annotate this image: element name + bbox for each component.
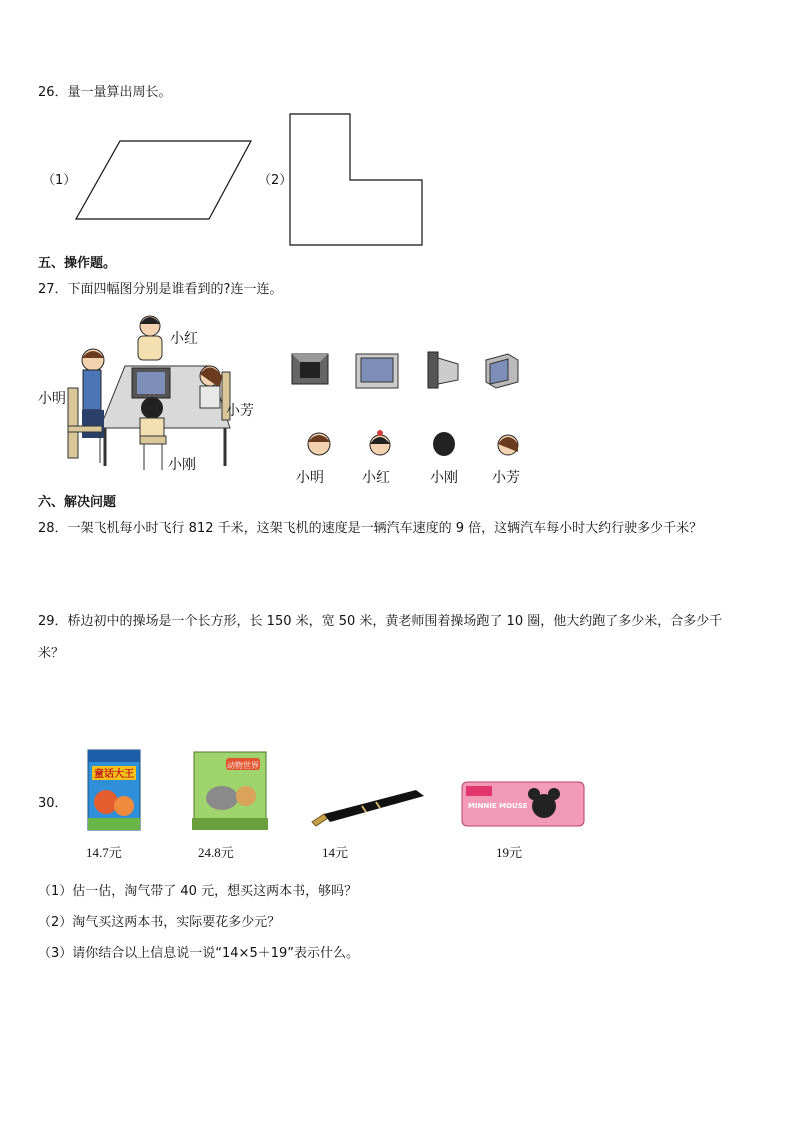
q26-stem: 26．量一量算出周长。	[38, 85, 172, 100]
monitor-view-3	[426, 350, 462, 392]
fairy-tale-cover-text: 童话大王	[94, 769, 134, 780]
pencil-box-cover-text: MINNIE MOUSE	[468, 802, 528, 810]
monitor-view-2	[354, 352, 402, 392]
q29-line1: 29．桥边初中的操场是一个长方形，长 150 米，宽 50 米，黄老师围着操场跑了 10 圈，他大约跑了多少米，合多少千	[38, 614, 723, 629]
parallelogram-figure	[70, 135, 255, 225]
q30-sub2: （2）淘气买这两本书，实际要花多少元？	[38, 915, 281, 930]
scene-name-left: 小明	[38, 391, 66, 407]
pencil-box-image	[458, 778, 588, 832]
scene-name-right: 小芳	[226, 403, 254, 419]
q26-figure2-label: （2）	[258, 173, 293, 188]
q30-sub3: （3）请你结合以上信息说一说“14×5＋19”表示什么。	[38, 946, 359, 961]
monitor-view-1	[290, 350, 330, 390]
fairy-tale-book-image	[86, 748, 142, 832]
face-icon-xiaohong	[366, 430, 394, 458]
face-label-1: 小明	[296, 470, 324, 486]
q30-sub1: （1）估一估，淘气带了 40 元，想买这两本书，够吗？	[38, 884, 358, 899]
table-scene-illustration	[60, 308, 260, 483]
q27-stem: 27．下面四幅图分别是谁看到的?连一连。	[38, 282, 283, 297]
scene-name-top: 小红	[170, 331, 198, 347]
price-pen: 14元	[322, 845, 349, 860]
face-label-3: 小刚	[430, 470, 458, 486]
animal-world-book-image	[190, 748, 270, 832]
q28-stem: 28．一架飞机每小时飞行 812 千米，这架飞机的速度是一辆汽车速度的 9 倍，这辆汽车每小时大约行驶多少千米？	[38, 521, 703, 536]
face-icon-xiaogang	[430, 430, 458, 458]
q30-number: 30．	[38, 796, 68, 811]
section6-heading: 六、解决问题	[38, 495, 117, 510]
animal-world-cover-text: 动物世界	[227, 761, 259, 770]
price-animal-world: 24.8元	[198, 845, 234, 860]
fountain-pen-image	[304, 786, 430, 828]
scene-name-bottom: 小刚	[168, 457, 196, 473]
face-icon-xiaoming	[305, 430, 333, 458]
price-pencil-box: 19元	[496, 845, 523, 860]
q26-figure1-label: （1）	[42, 173, 77, 188]
price-fairy-tale: 14.7元	[86, 845, 122, 860]
monitor-view-4	[482, 350, 522, 392]
face-icon-xiaofang	[494, 430, 522, 458]
face-label-4: 小芳	[492, 470, 520, 486]
face-label-2: 小红	[362, 470, 390, 486]
section5-heading: 五、操作题。	[38, 256, 117, 271]
l-shape-figure	[286, 110, 426, 250]
q29-line2: 米？	[38, 646, 65, 661]
